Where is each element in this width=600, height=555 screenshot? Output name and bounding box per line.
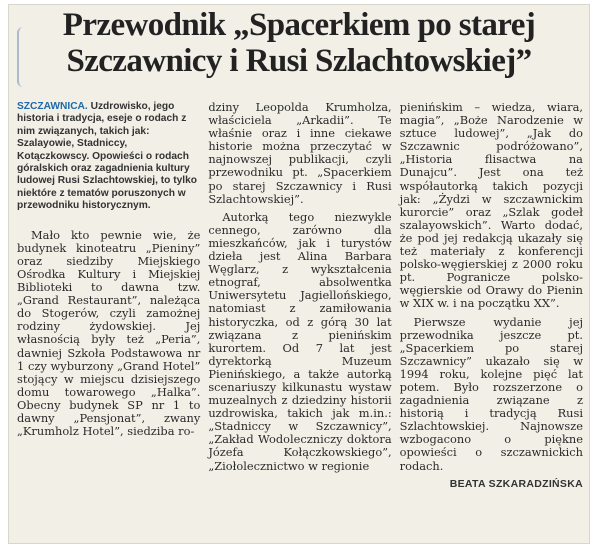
- column-3-paragraph-2: Pierwsze wydanie jej przewodnika jeszcze pt. „Spacerkiem po starej Szczawnicy” ukazało się w 1994 roku, kolejne pięć lat potem. Było rozszerzone o zagadnienia związane z historią i tradycją Rusi Szlachtowskiej. Najnowsze wzbogacono o piękne opowieści o szczawnickich rodach.: [399, 314, 583, 473]
- column-2-paragraph-2: Autorką tego niezwykle cennego, zarówno dla mieszkańców, jak i turystów dzieła jest Alina Barbara Węglarz, z wykształcenia etnograf, absolwentka Uniwersytetu Jagiellońskiego, natomiast z zamiłowania historyczka, od z górą 30 lat związana z pienińskim kurortem. Od 7 lat jest dyrektorką Muzeum Pienińskiego, a także autorką scenariuszy kilkunastu wystaw muzealnych z dziedziny historii uzdrowiska, takich jak m.in.: „Stadniccy w Szczawnicy”, „Zakład Wodoleczniczy doktora Józefa Kołączkowskiego”, „Ziołolecznictwo w regionie: [208, 209, 392, 473]
- column-2: [208, 101, 391, 541]
- column-2-paragraph-1: dziny Leopolda Krumholza, właściciela „Arkadii”. Te właśnie oraz i inne ciekawe historie można przeczytać w najnowszej publikacji, czyli przewodniku pt. „Spacerkiem po starej Szczawnicy i Rusi Szlachtowskiej”.: [208, 100, 392, 206]
- column-1: [17, 101, 200, 541]
- lead-paragraph: [17, 101, 200, 213]
- headline-line-1: Przewodnik „Spacerkiem po starej: [62, 7, 536, 43]
- column-1-paragraph-1: Mało kto pewnie wie, że budynek kinoteatru „Pieniny” oraz siedziby Miejskiego Ośrodka Kultury i Miejskiej Biblioteki to dawna tzw. „Grand Restaurant”, należąca do Stogerów, czyli zamożnej rodziny żydowskiej. Jej własnością były też „Peria”, dawniej Szkoła Podstawowa nr 1 czy wyburzony „Grand Hotel” stojący w miejscu dzisiejszego domu towarowego „Halka”. Obecny budynek SP nr 1 to dawny „Pensjonat”, zwany „Krumholz Hotel”, siedziba ro-: [17, 227, 201, 439]
- author-signature: BEATA SZKARADZIŃSKA: [449, 477, 583, 490]
- headline-line-2: Szczawnicy i Rusi Szlachtowskiej”: [66, 43, 532, 79]
- column-3: [400, 101, 583, 541]
- handwritten-margin-mark: [17, 27, 33, 87]
- column-3-paragraph-1: pienińskim – wiedza, wiara, magia”, „Boże Narodzenie w sztuce ludowej”, „Jak do Szczawnic podróżowano”, „Historia flisactwa na Dunajcu”. Jest ona też współautorką takich pozycji jak: „Żydzi w szczawnickim kurorcie” oraz „Szlak godeł szalayowskich”. Warto dodać, że pod jej redakcją ukazały się też materiały z konferencji polsko-węgierskiej z 2000 roku pt. Pogranicze polsko-węgierskie od Orawy do Pienin w XIX w. i na początku XX”.: [399, 100, 583, 311]
- headline: [19, 7, 579, 79]
- lead-city: SZCZAWNICA.: [17, 101, 88, 112]
- lead-text: Uzdrowisko, jego historia i tradycja, eseje o rodach z nim związanych, takich jak: Szalayowie, Stadniccy, Kotączkowscy. Opowieści o rodach góralskich oraz zagadnienia kultury ludowej Rusi Szlachtowskiej, to tylko niektóre z tematów poruszonych w przewodniku historycznym.: [17, 101, 198, 212]
- newspaper-clipping: [8, 4, 590, 544]
- article-columns: [17, 101, 583, 541]
